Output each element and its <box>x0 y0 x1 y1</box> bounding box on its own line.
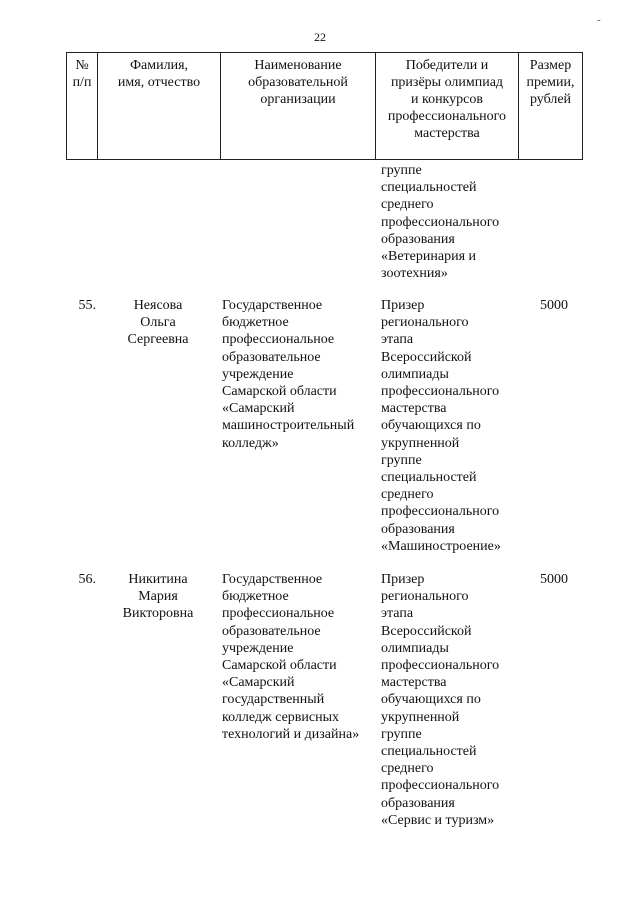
name-line: Никитина <box>128 572 188 587</box>
award-line: группе <box>381 726 422 742</box>
award-line: мастерства <box>381 675 447 691</box>
award-line: специальностей <box>381 180 477 196</box>
org-line: государственный <box>222 692 325 708</box>
award-line: олимпиады <box>381 366 449 382</box>
award-line: «Сервис и туризм» <box>381 812 495 828</box>
award-line: среднего <box>381 761 434 777</box>
org-line: образовательное <box>222 623 321 639</box>
header-text: № <box>75 58 89 73</box>
org-line: учреждение <box>222 366 294 382</box>
org-line: колледж сервисных <box>222 709 340 725</box>
header-text: Наименование <box>254 58 342 73</box>
award-line: обучающихся по <box>381 418 481 434</box>
row-organization <box>222 571 374 743</box>
corner-mark: - <box>597 14 601 26</box>
award-line: этапа <box>381 606 414 622</box>
award-line: профессионального <box>381 778 500 794</box>
award-line: образования <box>381 521 455 537</box>
row-award <box>381 571 521 829</box>
row-name <box>98 297 218 349</box>
org-line: машиностроительный <box>222 418 355 434</box>
award-line: обучающихся по <box>381 692 481 708</box>
header-number <box>67 53 98 160</box>
award-line: профессионального <box>381 384 500 400</box>
org-line: «Самарский <box>222 401 295 417</box>
award-line: специальностей <box>381 470 477 486</box>
org-line: учреждение <box>222 640 294 656</box>
award-line: образования <box>381 231 455 247</box>
org-line: Самарской области <box>222 658 337 674</box>
award-line: группе <box>381 452 422 468</box>
org-line: образовательное <box>222 349 321 365</box>
row-number: 56. <box>78 572 96 587</box>
row-number: 55. <box>78 298 96 313</box>
header-organization <box>221 53 376 160</box>
row-name <box>98 571 218 623</box>
header-text: мастерства <box>414 126 480 141</box>
header-name <box>98 53 221 160</box>
row-organization <box>222 297 374 452</box>
award-line: профессионального <box>381 504 500 520</box>
name-line: Сергеевна <box>127 332 189 348</box>
row-prize: 5000 <box>540 298 568 313</box>
award-line: Призер <box>381 298 425 313</box>
award-line: профессионального <box>381 658 500 674</box>
header-text: и конкурсов <box>410 92 483 107</box>
award-line: группе <box>381 163 422 178</box>
award-line: среднего <box>381 487 434 503</box>
award-line: регионального <box>381 589 469 605</box>
org-line: бюджетное <box>222 589 289 605</box>
org-line: Самарской области <box>222 384 337 400</box>
header-text: призёры олимпиад <box>390 75 504 90</box>
award-line: специальностей <box>381 744 477 760</box>
page-number: 22 <box>314 30 326 44</box>
award-line: регионального <box>381 315 469 331</box>
award-line: образования <box>381 795 455 811</box>
org-line: профессиональное <box>222 332 335 348</box>
row-prize: 5000 <box>540 572 568 587</box>
header-text: Фамилия, <box>129 58 189 73</box>
header-text: организации <box>260 92 336 107</box>
name-line: Ольга <box>140 315 176 331</box>
award-line: Всероссийской <box>381 623 472 639</box>
continuation-award <box>381 162 521 282</box>
name-line: Неясова <box>133 298 183 313</box>
org-line: Государственное <box>222 572 323 587</box>
header-prize <box>519 53 583 160</box>
header-text: премии, <box>526 75 575 90</box>
header-text: Размер <box>529 58 572 73</box>
header-award <box>376 53 519 160</box>
award-line: укрупненной <box>381 435 460 451</box>
award-line: укрупненной <box>381 709 460 725</box>
header-text: Победители и <box>405 58 489 73</box>
award-line: олимпиады <box>381 640 449 656</box>
row-award <box>381 297 521 555</box>
award-line: зоотехния» <box>381 266 448 282</box>
header-text: п/п <box>72 75 92 90</box>
award-line: «Ветеринария и <box>381 249 477 265</box>
name-line: Викторовна <box>122 606 194 622</box>
org-line: профессиональное <box>222 606 335 622</box>
award-line: этапа <box>381 332 414 348</box>
award-line: профессионального <box>381 214 500 230</box>
award-line: мастерства <box>381 401 447 417</box>
header-text: образовательной <box>248 75 348 90</box>
award-line: среднего <box>381 197 434 213</box>
award-line: «Машиностроение» <box>381 538 501 554</box>
header-text: имя, отчество <box>117 75 201 90</box>
award-line: Всероссийской <box>381 349 472 365</box>
org-line: «Самарский <box>222 675 295 691</box>
header-text: профессионального <box>387 109 507 124</box>
award-line: Призер <box>381 572 425 587</box>
org-line: технологий и дизайна» <box>222 726 360 742</box>
header-text: рублей <box>529 92 572 107</box>
org-line: бюджетное <box>222 315 289 331</box>
org-line: колледж» <box>222 435 279 451</box>
header-row <box>67 53 583 160</box>
org-line: Государственное <box>222 298 323 313</box>
name-line: Мария <box>138 589 178 605</box>
table-header <box>66 52 583 160</box>
